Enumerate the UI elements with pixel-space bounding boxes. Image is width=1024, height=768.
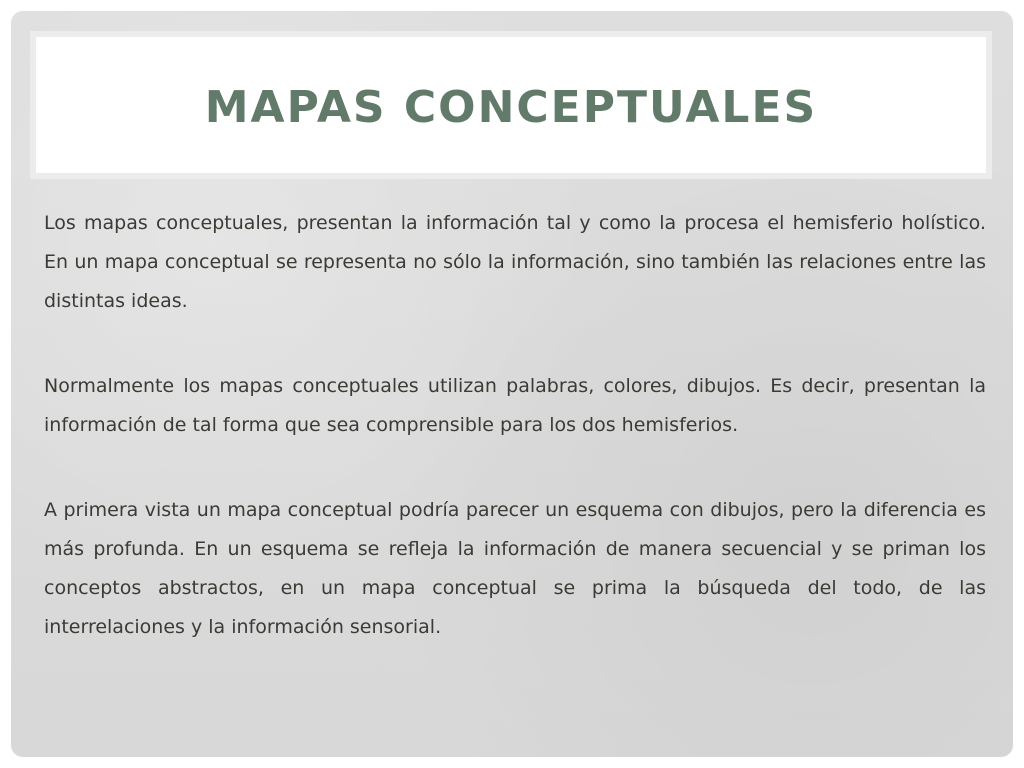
- slide-body: [44, 204, 986, 693]
- slide: [11, 11, 1013, 757]
- title-box: [30, 31, 992, 179]
- slide-title: MAPAS CONCEPTUALES: [204, 81, 818, 133]
- paragraph-1: Los mapas conceptuales, presentan la información tal y como la procesa el hemisferio holístico. En un mapa conceptual se representa no sólo la información, sino también las relaciones entre las distintas ideas.: [44, 212, 986, 312]
- paragraph-3: A primera vista un mapa conceptual podría parecer un esquema con dibujos, pero la diferencia es más profunda. En un esquema se refleja la información de manera secuencial y se priman los conceptos abstractos, en un mapa conceptual se prima la búsqueda del todo, de las interrelaciones y la información sensorial.: [44, 499, 986, 638]
- paragraph-2: Normalmente los mapas conceptuales utilizan palabras, colores, dibujos. Es decir, presentan la información de tal forma que sea comprensible para los dos hemisferios.: [44, 375, 986, 436]
